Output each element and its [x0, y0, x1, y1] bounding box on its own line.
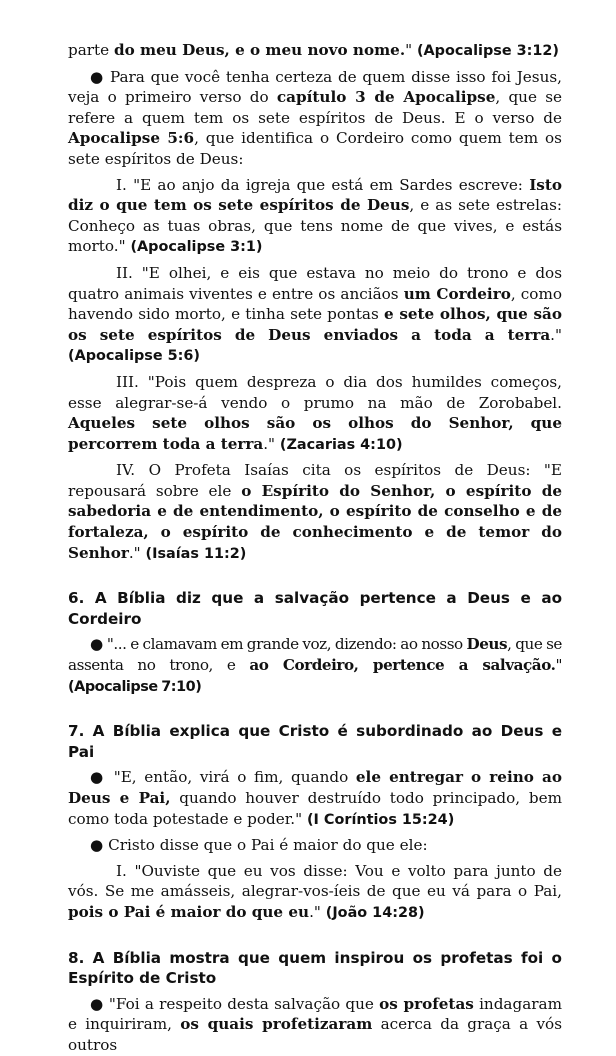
bullet-icon: ● — [90, 836, 104, 855]
document-page — [68, 40, 562, 1056]
quote-3: III. "Pois quem despreza o dia dos humildes começos, esse alegrar-se-á vendo o prumo na mão de Zorobabel. Aqueles sete olhos são os olhos do Senhor, que percorrem toda a terra." (Zacarias 4:10) — [68, 372, 562, 453]
quote-2: II. "E olhei, e eis que estava no meio do trono e dos quatro animais viventes e entre os anciãos um Cordeiro, como havendo sido morto, e tinha sete pontas e sete olhos, que são os sete espíritos de Deus enviados a toda a terra." (Apocalipse 5:6) — [68, 263, 562, 365]
bullet-paragraph-6: ● "... e clamavam em grande voz, dizendo: ao nosso Deus, que se assenta no trono, e ao Cordeiro, pertence a salvação." (Apocalipse 7:10) — [68, 635, 562, 695]
bullet-paragraph-7a: ● "E, então, virá o fim, quando ele entregar o reino ao Deus e Pai, quando houver destruído todo principado, bem como toda potestade e poder." (I Coríntios 15:24) — [68, 768, 562, 828]
paragraph-continuation: parte do meu Deus, e o meu novo nome." (Apocalipse 3:12) — [68, 41, 559, 59]
bullet-icon: ● — [90, 768, 107, 787]
verse-reference: (Apocalipse 7:10) — [68, 678, 202, 695]
verse-reference: (Isaías 11:2) — [145, 545, 247, 562]
quote-7: I. "Ouviste que eu vos disse: Vou e volto para junto de vós. Se me amásseis, alegrar-vos-íeis de que eu vá para o Pai, pois o Pai é maior do que eu." (João 14:28) — [68, 861, 562, 921]
verse-reference: (Apocalipse 3:12) — [416, 43, 559, 59]
bullet-icon: ● — [90, 994, 104, 1013]
bullet-paragraph-intro: ● Para que você tenha certeza de quem disse isso foi Jesus, veja o primeiro verso do capítulo 3 de Apocalipse, que se refere a quem tem os sete espíritos de Deus. E o verso de Apocalipse 5:6, que identifica o Cordeiro como quem tem os sete espíritos de Deus: — [68, 67, 563, 168]
verse-reference: (Apocalipse 5:6) — [68, 348, 201, 365]
verse-reference: (Zacarias 4:10) — [279, 436, 403, 453]
bullet-icon: ● — [90, 635, 104, 654]
quote-4: IV. O Profeta Isaías cita os espíritos de Deus: "E repousará sobre ele o Espírito do Senhor, o espírito de sabedoria e de entendimento, o espírito de conselho e de fortaleza, o espírito de conhecimento e de temor do Senhor." (Isaías 11:2) — [68, 461, 562, 562]
bullet-paragraph-7b: ● Cristo disse que o Pai é maior do que ele: — [90, 836, 428, 855]
section-heading-7: 7. A Bíblia explica que Cristo é subordinado ao Deus e Pai — [68, 722, 562, 761]
section-heading-6: 6. A Bíblia diz que a salvação pertence a Deus e ao Cordeiro — [68, 589, 562, 628]
bullet-icon: ● — [90, 67, 105, 86]
verse-reference: (Apocalipse 3:1) — [130, 239, 263, 256]
verse-reference: (I Coríntios 15:24) — [306, 811, 455, 828]
quote-1: I. "E ao anjo da igreja que está em Sardes escreve: Isto diz o que tem os sete espíritos de Deus, e as sete estrelas: Conheço as tuas obras, que tens nome de que vives, e estás morto." (Apocalipse 3:1) — [68, 175, 562, 256]
section-heading-8: 8. A Bíblia mostra que quem inspirou os profetas foi o Espírito de Cristo — [68, 948, 562, 988]
verse-reference: (João 14:28) — [325, 904, 425, 921]
bullet-paragraph-8: ● "Foi a respeito desta salvação que os profetas indagaram e inquiriram, os quais profetizaram acerca da graça a vós outros — [68, 994, 562, 1054]
